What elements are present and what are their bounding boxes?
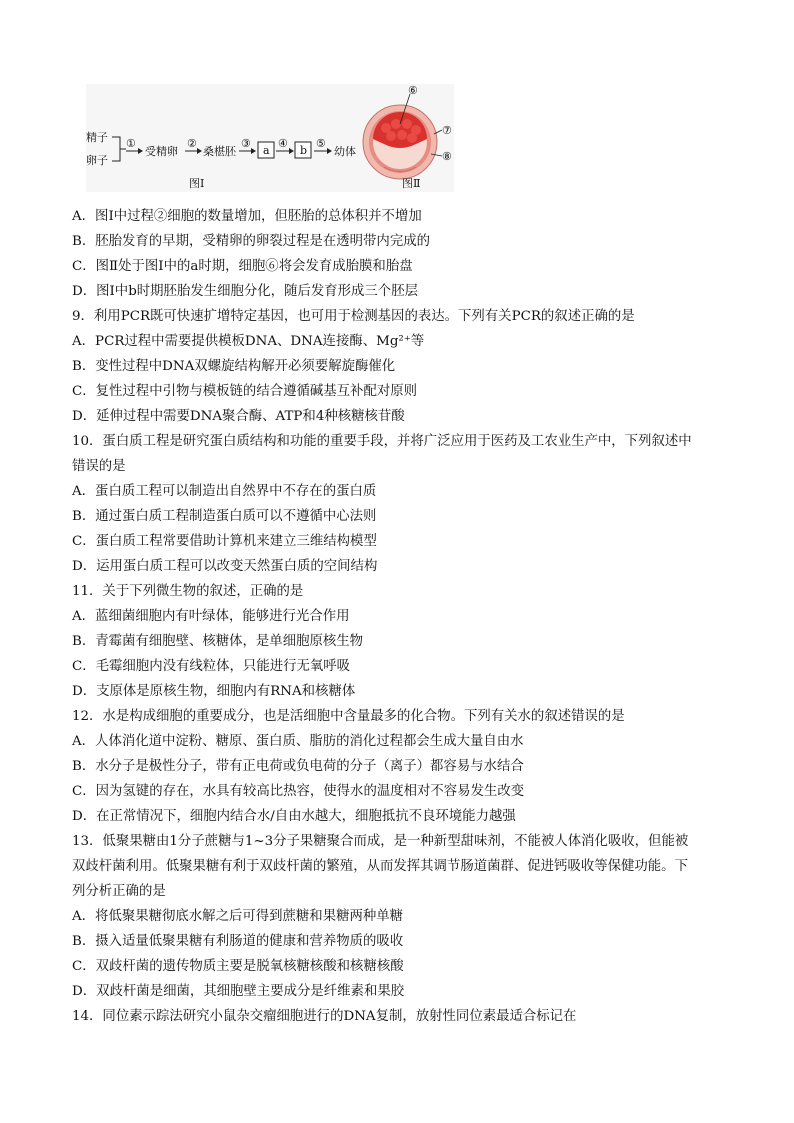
process-5-marker: ⑤ [316, 137, 326, 150]
option-line: D．双歧杆菌是细菌，其细胞壁主要成分是纤维素和果胶 [72, 984, 405, 999]
option-line: C．蛋白质工程常要借助计算机来建立三维结构模型 [72, 534, 377, 549]
question-stem: 13．低聚果糖由1分子蔗糖与1~3分子果糖聚合而成，是一种新型甜味剂，不能被人体消化吸收，但能被 [72, 834, 689, 849]
option-line: D．延伸过程中需要DNA聚合酶、ATP和4种核糖核苷酸 [72, 409, 405, 424]
arrow-head-1 [138, 148, 143, 154]
process-1-marker: ① [126, 137, 136, 150]
stage-a-label: a [263, 144, 270, 157]
option-line: C．复性过程中引物与模板链的结合遵循碱基互补配对原则 [72, 384, 418, 399]
question-stem: 12．水是构成细胞的重要成分，也是活细胞中含量最多的化合物。下列有关水的叙述错误的是 [72, 709, 625, 724]
arrow-head-5 [327, 148, 332, 154]
process-4-marker: ④ [278, 137, 288, 150]
question-stem-continued: 列分析正确的是 [72, 884, 166, 899]
option-line: B．青霉菌有细胞壁、核糖体，是单细胞原核生物 [72, 634, 364, 649]
option-line: C．双歧杆菌的遗传物质主要是脱氧核糖核酸和核糖核酸 [72, 959, 404, 974]
stage-b-label: b [300, 144, 308, 157]
figure-drawing [86, 84, 454, 192]
marker-6: ⑥ [408, 84, 418, 97]
merge-bracket [112, 137, 126, 161]
option-line: A．人体消化道中淀粉、糖原、蛋白质、脂肪的消化过程都会生成大量自由水 [72, 734, 524, 749]
option-line: D．支原体是原核生物，细胞内有RNA和核糖体 [72, 684, 356, 699]
option-line: A．图Ⅰ中过程②细胞的数量增加，但胚胎的总体积并不增加 [72, 209, 422, 224]
option-line: C．因为氢键的存在，水具有较高比热容，使得水的温度相对不容易发生改变 [72, 784, 525, 799]
blastocyst-illustration [363, 105, 437, 179]
question-stem: 10．蛋白质工程是研究蛋白质结构和功能的重要手段，并将广泛应用于医药及工农业生产中，下列叙述中 [72, 434, 692, 449]
question-stem-continued: 错误的是 [72, 459, 126, 474]
arrow-head-3 [251, 148, 256, 154]
option-line: D．在正常情况下，细胞内结合水/自由水越大，细胞抵抗不良环境能力越强 [72, 809, 516, 824]
embryo-development-figure [86, 84, 454, 192]
option-line: C．毛霉细胞内没有线粒体，只能进行无氧呼吸 [72, 659, 351, 674]
figure-2-caption: 图Ⅱ [402, 177, 421, 190]
process-3-marker: ③ [241, 137, 251, 150]
option-line: B．通过蛋白质工程制造蛋白质可以不遵循中心法则 [72, 509, 377, 524]
marker-7: ⑦ [442, 124, 452, 137]
process-2-marker: ② [187, 137, 197, 150]
option-line: D．运用蛋白质工程可以改变天然蛋白质的空间结构 [72, 559, 378, 574]
sperm-label: 精子 [86, 131, 108, 144]
zygote-label: 受精卵 [145, 145, 178, 158]
arrow-head-2 [197, 148, 202, 154]
option-line: B．胚胎发育的早期，受精卵的卵裂过程是在透明带内完成的 [72, 234, 430, 249]
option-line: A．蛋白质工程可以制造出自然界中不存在的蛋白质 [72, 484, 377, 499]
option-line: B．变性过程中DNA双螺旋结构解开必须要解旋酶催化 [72, 359, 396, 374]
morula-label: 桑椹胚 [203, 145, 236, 158]
option-line: A．PCR过程中需要提供模板DNA、DNA连接酶、Mg²⁺等 [72, 334, 425, 349]
question-stem: 14．同位素示踪法研究小鼠杂交瘤细胞进行的DNA复制，放射性同位素最适合标记在 [72, 1009, 577, 1024]
young-label: 幼体 [334, 145, 356, 158]
option-line: A．将低聚果糖彻底水解之后可得到蔗糖和果糖两种单糖 [72, 909, 404, 924]
arrow-head-4 [289, 148, 294, 154]
option-line: A．蓝细菌细胞内有叶绿体，能够进行光合作用 [72, 609, 350, 624]
option-line: D．图Ⅰ中b时期胚胎发生细胞分化，随后发育形成三个胚层 [72, 284, 418, 299]
option-line: B．摄入适量低聚果糖有利肠道的健康和营养物质的吸收 [72, 934, 404, 949]
marker-8: ⑧ [442, 150, 452, 163]
figure-1-caption: 图Ⅰ [189, 177, 205, 190]
egg-label: 卵子 [86, 154, 108, 167]
option-line: C．图Ⅱ处于图Ⅰ中的a时期，细胞⑥将会发育成胎膜和胎盘 [72, 259, 413, 274]
question-stem: 9．利用PCR既可快速扩增特定基因，也可用于检测基因的表达。下列有关PCR的叙述正确的是 [72, 309, 635, 324]
option-line: B．水分子是极性分子，带有正电荷或负电荷的分子（离子）都容易与水结合 [72, 759, 524, 774]
question-stem: 11．关于下列微生物的叙述，正确的是 [72, 584, 304, 599]
question-stem-continued: 双歧杆菌利用。低聚果糖有利于双歧杆菌的繁殖，从而发挥其调节肠道菌群、促进钙吸收等保健功能。下 [72, 859, 688, 874]
